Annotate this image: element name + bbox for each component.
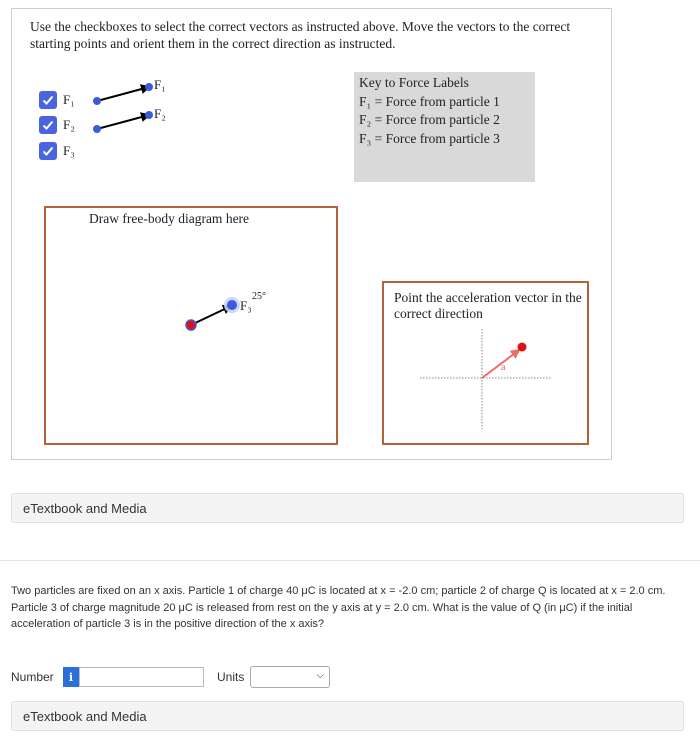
vector-f3-head-handle[interactable]	[227, 300, 237, 310]
info-icon[interactable]: i	[63, 667, 79, 687]
number-label: Number	[11, 670, 54, 684]
vector-f2[interactable]	[93, 106, 166, 133]
number-input[interactable]	[79, 667, 204, 687]
key-line-f3: F₃ = Force from particle 3	[359, 130, 500, 146]
checkbox-label-f1: F₁	[63, 92, 75, 107]
acceleration-title: Point the acceleration vector in the correct direction	[394, 290, 582, 321]
etextbook-media-2[interactable]: eTextbook and Media	[11, 701, 684, 731]
chevron-down-icon: ⌵	[316, 670, 324, 681]
vector-f1-label: F₁	[154, 77, 166, 92]
units-label: Units	[217, 670, 245, 684]
vector-f1-head-handle[interactable]	[145, 83, 153, 91]
checkbox-label-f3: F₃	[63, 143, 75, 158]
angle-label: 25°	[252, 291, 266, 302]
key-line-f2: F₂ = Force from particle 2	[359, 112, 500, 127]
question-text: Two particles are fixed on an x axis. Particle 1 of charge 40 μC is located at x = -2.0 cm; particle 2 of charge Q is located at x = 2.0 cm. Particle 3 of charge magnitude 20 μC is released from rest on the y axis at y = 2.0 cm. What is the value of Q (in μC) if the initial acceleration of particle 3 is in the positive direction of the x axis?	[11, 585, 666, 630]
vector-canvas	[12, 9, 611, 459]
applet-instructions: Use the checkboxes to select the correct vectors as instructed above. Move the vectors to the correct starting points and orient them in the correct direction as instructed.	[30, 19, 571, 51]
vector-f3[interactable]	[186, 291, 266, 330]
vector-f1[interactable]	[93, 77, 166, 105]
vector-f2-tail-handle[interactable]	[93, 125, 101, 133]
units-select[interactable]	[250, 666, 330, 688]
fbd-title: Draw free-body diagram here	[89, 211, 250, 226]
acceleration-axes	[420, 329, 552, 429]
vector-f2-head-handle[interactable]	[145, 111, 153, 119]
section-divider	[0, 560, 700, 561]
vector-f1-tail-handle[interactable]	[93, 97, 101, 105]
key-line-f1: F₁ = Force from particle 1	[359, 93, 500, 109]
vector-f3-tail-handle[interactable]	[186, 320, 196, 330]
vector-f3-label: F₃	[240, 298, 252, 313]
acceleration-label: a	[501, 362, 506, 373]
vector-applet[interactable]	[11, 8, 612, 460]
acceleration-head-handle[interactable]	[518, 343, 527, 352]
acceleration-vector[interactable]	[482, 343, 527, 379]
vector-f2-label: F₂	[154, 106, 166, 121]
checkbox-label-f2: F₂	[63, 117, 75, 132]
etextbook-media-1[interactable]: eTextbook and Media	[11, 493, 684, 523]
key-title: Key to Force Labels	[359, 75, 469, 90]
